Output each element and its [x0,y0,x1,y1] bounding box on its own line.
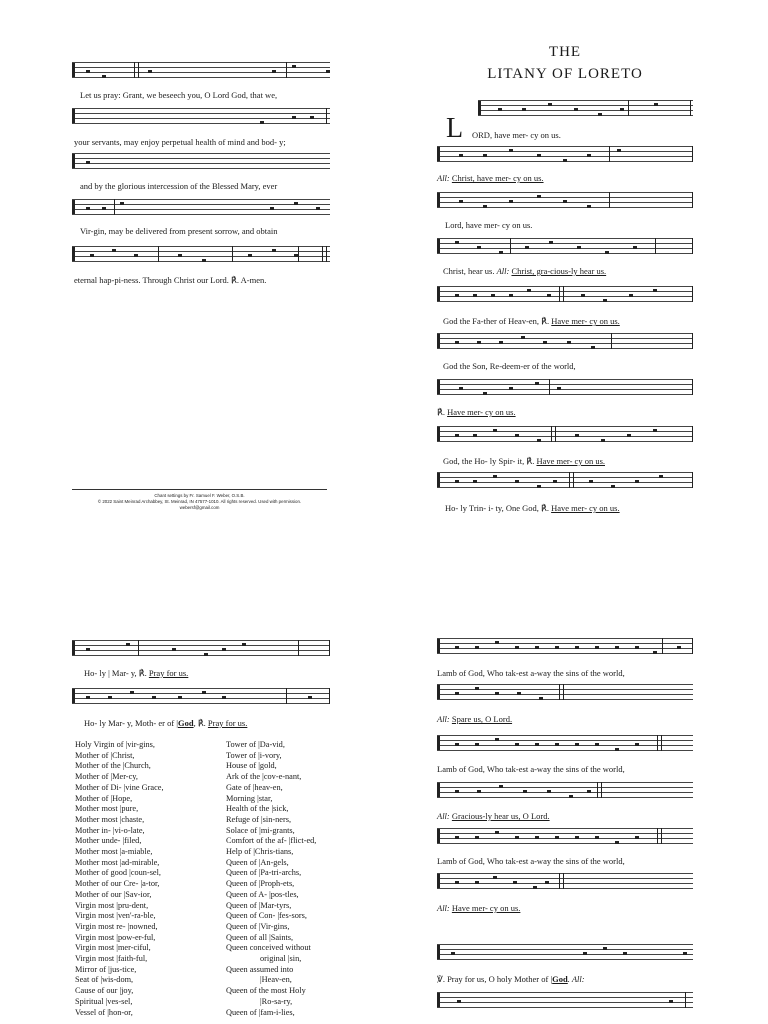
invocations-right [226,740,316,1018]
kyrie-line-5-call: God the Fa-ther of Heav-en, ℟. [443,316,550,326]
credits [72,489,327,511]
kyrie-line-8: Have mer- cy on us. [536,456,605,466]
chant-staff [72,153,330,169]
lamb-line-4: Gracious-ly hear us, O Lord. [451,811,550,821]
invocation: Mother most |a-miable, [75,847,153,857]
prayer-line-5: eternal hap-pi-ness. Through Christ our Lord. ℟. A-men. [74,275,267,285]
chant-staff [72,62,330,78]
invocation: Mother of |Mer-cy, [75,772,138,782]
invocation: Queen of all |Saints, [226,932,294,942]
invocation: Mother of our Cre- |a-tor, [75,879,160,889]
chant-staff [72,688,330,704]
kyrie-line-4-call: Christ, hear us. [443,266,495,276]
invocation: Queen of the most Holy [226,986,306,996]
invocation: Queen assumed into [226,964,294,974]
invocation: Morning |star, [226,793,273,803]
invocation: Queen of |Pa-tri-archs, [226,868,302,878]
lamb-line-1: Lamb of God, Who tak-est a-way the sins of the world, [437,668,625,678]
invocation: Ark of the |cov-e-nant, [226,772,302,782]
kyrie-line-5: Have mer- cy on us. [551,316,620,326]
lamb-line-6: Have mer- cy on us. [451,903,521,913]
invocation: Mother most |ad-mirable, [75,857,160,867]
invocation: Mother most |chaste, [75,814,145,824]
invocation: |Ro-sa-ry, [260,996,293,1006]
invocation: Help of |Chris-tians, [226,847,294,857]
invocation: Mother of good |coun-sel, [75,868,161,878]
credits-line-1: Chant settings by Fr. Samuel F. Weber, O.S.B. [154,493,245,498]
kyrie-line-7: Have mer- cy on us. [447,407,516,417]
mary-line-2-call: Ho- ly Mar- y, Moth- er of | [84,718,178,728]
chant-staff [437,944,693,960]
chant-staff [72,640,330,656]
invocation: Mother unde- |filed, [75,836,142,846]
chant-staff [437,286,693,302]
invocation: Refuge of |sin-ners, [226,814,292,824]
invocation: Mirror of |jus-tice, [75,964,137,974]
invocation: Queen of |fam-i-lies, [226,1007,295,1017]
invocation: Tower of |Da-vid, [226,740,285,749]
credits-line-3: webersf@gmail.com [179,505,220,510]
invocation: Comfort of the af- |flict-ed, [226,836,317,846]
invocation: House of |gold, [226,761,277,771]
chant-staff [437,638,693,654]
all-label: All: [496,266,510,276]
mary-line-2: Pray for us. [207,718,248,728]
prayer-line-4: Vir-gin, may be delivered from present sorrow, and obtain [80,226,278,236]
invocation: original |sin, [260,954,302,964]
prayer-line-1: Let us pray: Grant, we beseech you, O Lord God, that we, [80,90,278,100]
chant-staff [437,426,693,442]
kyrie-line-8-call: God, the Ho- ly Spir- it, ℟. [443,456,535,466]
kyrie-line-2: Christ, have mer- cy on us. [451,173,544,183]
mary-line-1: Pray for us. [148,668,189,678]
credits-line-2: © 2022 Saint Meinrad Archabbey, St. Meinrad, IN 47577-1010. All rights reserved. Used with permission. [97,499,302,504]
all-label: All: [437,714,450,724]
chant-staff [437,873,693,889]
chant-staff [437,379,693,395]
versicle: ℣. Pray for us, O holy Mother of | [437,974,553,984]
invocation: Virgin most |mer-ciful, [75,943,151,953]
invocation: Vessel of |hon-or, [75,1007,133,1017]
kyrie-line-9-call: Ho- ly Trin- i- ty, One God, ℟. [445,503,549,513]
chant-staff [437,238,693,254]
invocations-left [75,740,164,1018]
invocation: Mother of the |Church, [75,761,151,771]
invocation: Mother of |Hope, [75,793,133,803]
response-mark: ℟. [437,407,445,417]
invocation: Virgin most |pow-er-ful, [75,932,156,942]
all-label: All: [437,811,450,821]
lamb-line-5: Lamb of God, Who tak-est a-way the sins of the world, [437,856,625,866]
kyrie-line-3: Lord, have mer- cy on us. [445,220,533,230]
kyrie-line-1: ORD, have mer- cy on us. [472,130,561,140]
chant-staff [437,782,693,798]
chant-staff [437,735,693,751]
invocation: Virgin most |pru-dent, [75,900,149,910]
invocation: Gate of |heav-en, [226,782,283,792]
invocation: Mother of Di- |vine Grace, [75,782,164,792]
invocation: Mother most |pure, [75,804,139,814]
invocation: Queen of |Mar-tyrs, [226,900,292,910]
invocation: Mother in- |vi-o-late, [75,825,145,835]
chant-staff [437,828,693,844]
drop-cap-initial: L [446,113,464,144]
invocation: Cause of our |joy, [75,986,134,996]
kyrie-line-4: Christ, gra-cious-ly hear us. [511,266,607,276]
title-line-1: THE [548,44,582,60]
prayer-line-3: and by the glorious intercession of the Blessed Mary, ever [80,181,278,191]
invocation: Health of the |sick, [226,804,289,814]
lamb-line-3: Lamb of God, Who tak-est a-way the sins of the world, [437,764,625,774]
invocation: Virgin most |faith-ful, [75,954,148,964]
versicle-god: God [552,974,568,984]
all-label: All: [437,173,450,183]
invocation: Queen of A- |pos-tles, [226,889,299,899]
chant-staff [437,146,693,162]
chant-staff [437,333,693,349]
invocation: Mother of our |Sav-ior, [75,889,152,899]
chant-staff [437,192,693,208]
invocation: Seat of |wis-dom, [75,975,134,985]
kyrie-line-6: God the Son, Re-deem-er of the world, [443,361,576,371]
invocation: Mother of |Christ, [75,750,135,760]
all-label: All: [437,903,450,913]
chant-staff [437,472,693,488]
mary-line-1-call: Ho- ly | Mar- y, ℟. [84,668,147,678]
lamb-line-2: Spare us, O Lord. [451,714,513,724]
invocation: Queen of |An-gels, [226,857,289,867]
invocation: Spiritual |ves-sel, [75,996,133,1006]
mary-god: God [178,718,194,728]
invocation: Holy Virgin of |vir-gins, [75,740,155,749]
versicle-all-label: . All: [567,974,585,984]
prayer-line-2: your servants, may enjoy perpetual health of mind and bod- y; [74,137,286,147]
invocation: Tower of |i-vory, [226,750,282,760]
chant-staff [478,100,693,116]
invocation: Queen of |Vir-gins, [226,921,290,931]
invocation: Queen of |Proph-ets, [226,879,295,889]
invocation: Virgin most |ven'-ra-ble, [75,911,156,921]
invocation: Solace of |mi-grants, [226,825,295,835]
chant-staff [437,992,693,1008]
chant-staff [437,684,693,700]
kyrie-line-9: Have mer- cy on us. [551,503,620,513]
invocation: Queen conceived without [226,943,311,953]
invocation: Virgin most re- |nowned, [75,921,158,931]
mary-response-mark: , ℟. [193,718,206,728]
chant-staff [72,108,330,124]
chant-staff [72,199,330,215]
invocation: |Heav-en, [260,975,292,985]
chant-staff [72,246,330,262]
invocation: Queen of Con- |fes-sors, [226,911,307,921]
title-line-2: LITANY OF LORETO [487,66,643,82]
